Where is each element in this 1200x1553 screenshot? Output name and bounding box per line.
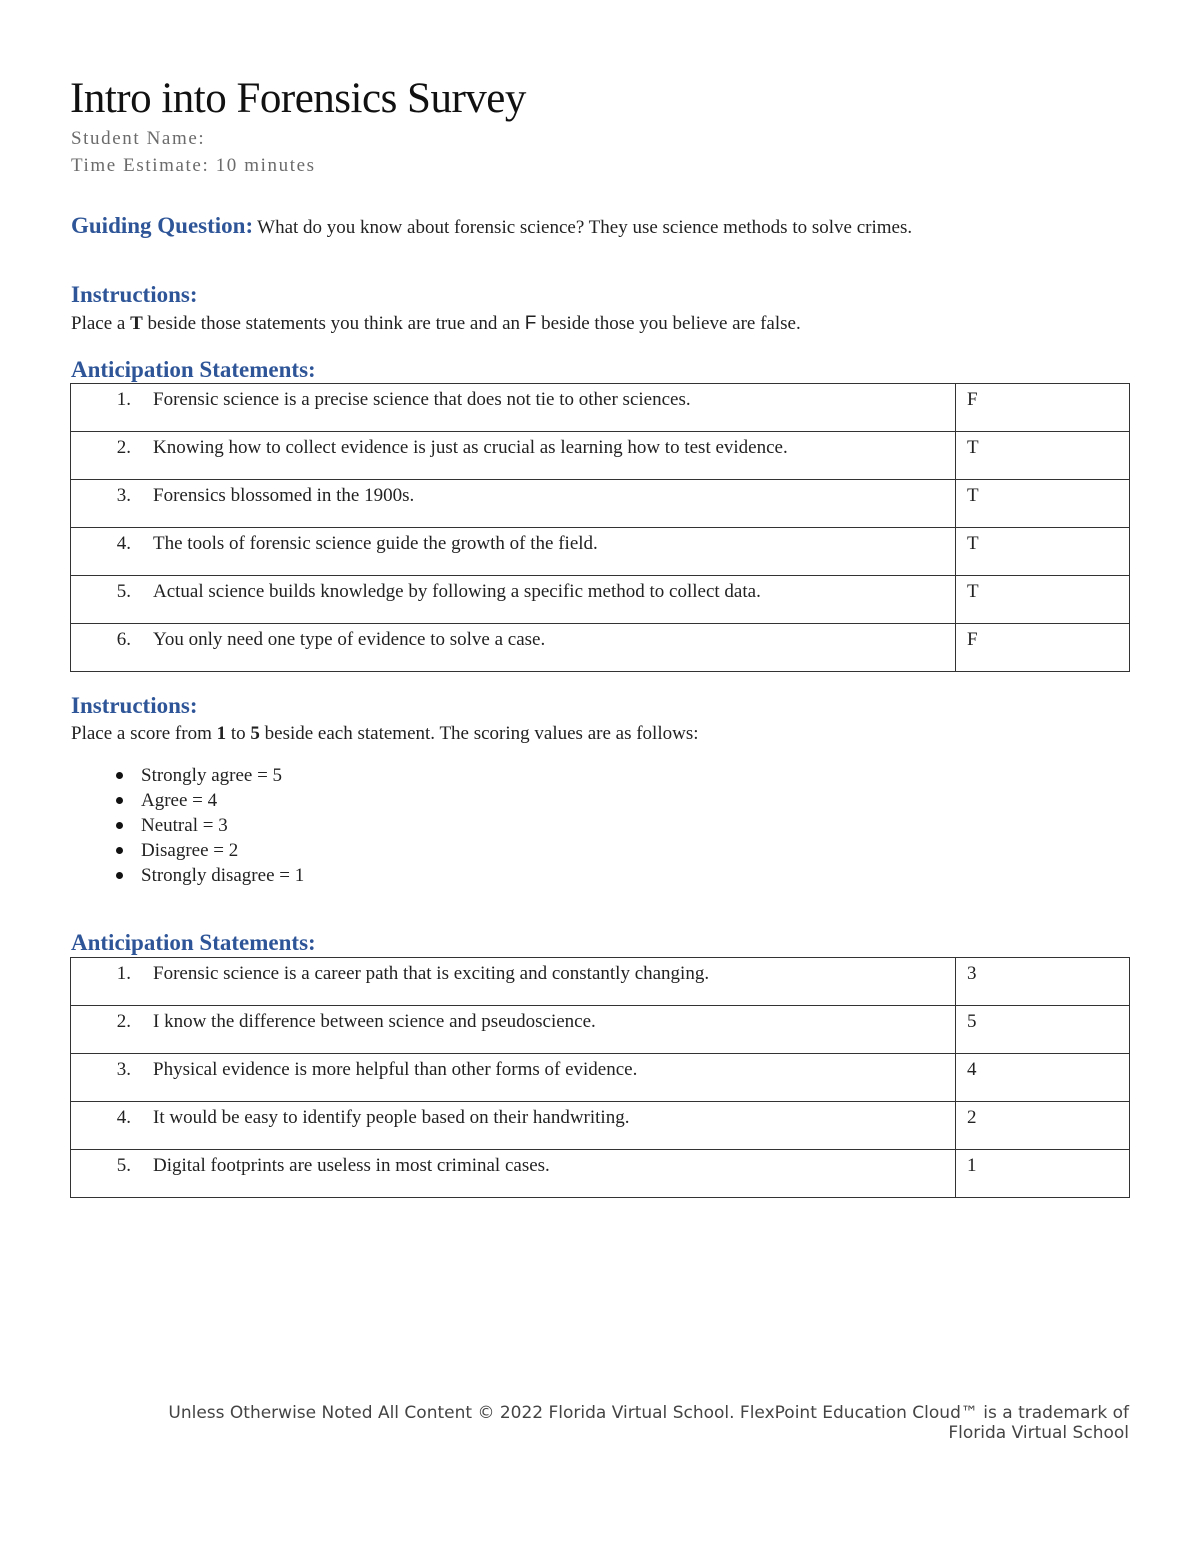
statement-number: 5. (71, 576, 132, 624)
table-row (71, 1150, 1130, 1198)
list-item: Agree = 4 (71, 788, 304, 813)
statement-number: 2. (71, 432, 132, 480)
statement-number: 3. (71, 480, 132, 528)
student-name-label: Student Name: (71, 128, 206, 149)
statement-text: Knowing how to collect evidence is just as crucial as learning how to test evidence. (131, 432, 956, 480)
guiding-question-answer: What do you know about forensic science? They use science methods to solve crimes. (257, 217, 913, 238)
table-row (71, 1102, 1130, 1150)
instructions-heading-2: Instructions: (71, 693, 198, 718)
list-item: Neutral = 3 (71, 813, 304, 838)
statement-number: 4. (71, 1102, 132, 1150)
answer-cell: 3 (956, 958, 1130, 1006)
statement-number: 2. (71, 1006, 132, 1054)
bullet-icon (116, 797, 123, 804)
table-row (71, 958, 1130, 1006)
anticipation-heading-2: Anticipation Statements: (71, 930, 316, 955)
bullet-icon (116, 772, 123, 779)
statement-text: Digital footprints are useless in most criminal cases. (131, 1150, 956, 1198)
statement-text: Actual science builds knowledge by following a specific method to collect data. (131, 576, 956, 624)
bullet-icon (116, 822, 123, 829)
answer-cell: 4 (956, 1054, 1130, 1102)
statement-text: It would be easy to identify people based on their handwriting. (131, 1102, 956, 1150)
statement-text: I know the difference between science and pseudoscience. (131, 1006, 956, 1054)
list-item: Strongly disagree = 1 (71, 863, 304, 888)
statement-text: Forensic science is a precise science that does not tie to other sciences. (131, 384, 956, 432)
answer-cell: F (956, 624, 1130, 672)
list-item: Disagree = 2 (71, 838, 304, 863)
bullet-icon (116, 872, 123, 879)
instructions-text-2: Place a score from 1 to 5 beside each statement. The scoring values are as follows: (71, 723, 699, 744)
document-title: Intro into Forensics Survey (70, 75, 526, 122)
answer-cell: T (956, 432, 1130, 480)
answer-cell: T (956, 576, 1130, 624)
statement-text: Physical evidence is more helpful than other forms of evidence. (131, 1054, 956, 1102)
false-marker: F (524, 313, 537, 334)
statement-number: 1. (71, 958, 132, 1006)
list-item: Strongly agree = 5 (71, 763, 304, 788)
statement-number: 5. (71, 1150, 132, 1198)
scoring-scale-list (71, 763, 304, 888)
statement-text: Forensics blossomed in the 1900s. (131, 480, 956, 528)
table-row (71, 1006, 1130, 1054)
copyright-footer: Unless Otherwise Noted All Content © 2022 Florida Virtual School. FlexPoint Education Cloud™ is a trademark of Florida Virtual School (168, 1403, 1129, 1443)
table-row (71, 528, 1130, 576)
table-row (71, 432, 1130, 480)
answer-cell: T (956, 480, 1130, 528)
statement-text: You only need one type of evidence to solve a case. (131, 624, 956, 672)
statement-text: Forensic science is a career path that is exciting and constantly changing. (131, 958, 956, 1006)
table-row (71, 624, 1130, 672)
answer-cell: T (956, 528, 1130, 576)
guiding-question (71, 211, 912, 244)
instructions-heading-1: Instructions: (71, 282, 198, 307)
statement-text: The tools of forensic science guide the growth of the field. (131, 528, 956, 576)
table-row (71, 384, 1130, 432)
table-row (71, 1054, 1130, 1102)
true-marker: T (130, 313, 143, 334)
time-estimate: Time Estimate: 10 minutes (71, 155, 316, 176)
instructions-text-1: Place a T beside those statements you think are true and an F beside those you believe are false. (71, 313, 801, 334)
table-row (71, 480, 1130, 528)
answer-cell: F (956, 384, 1130, 432)
likert-score-table (70, 957, 1130, 1198)
true-false-table (70, 383, 1130, 672)
answer-cell: 2 (956, 1102, 1130, 1150)
statement-number: 4. (71, 528, 132, 576)
statement-number: 6. (71, 624, 132, 672)
answer-cell: 1 (956, 1150, 1130, 1198)
statement-number: 1. (71, 384, 132, 432)
bullet-icon (116, 847, 123, 854)
guiding-question-label: Guiding Question: (71, 213, 254, 238)
statement-number: 3. (71, 1054, 132, 1102)
table-row (71, 576, 1130, 624)
answer-cell: 5 (956, 1006, 1130, 1054)
anticipation-heading-1: Anticipation Statements: (71, 357, 316, 382)
